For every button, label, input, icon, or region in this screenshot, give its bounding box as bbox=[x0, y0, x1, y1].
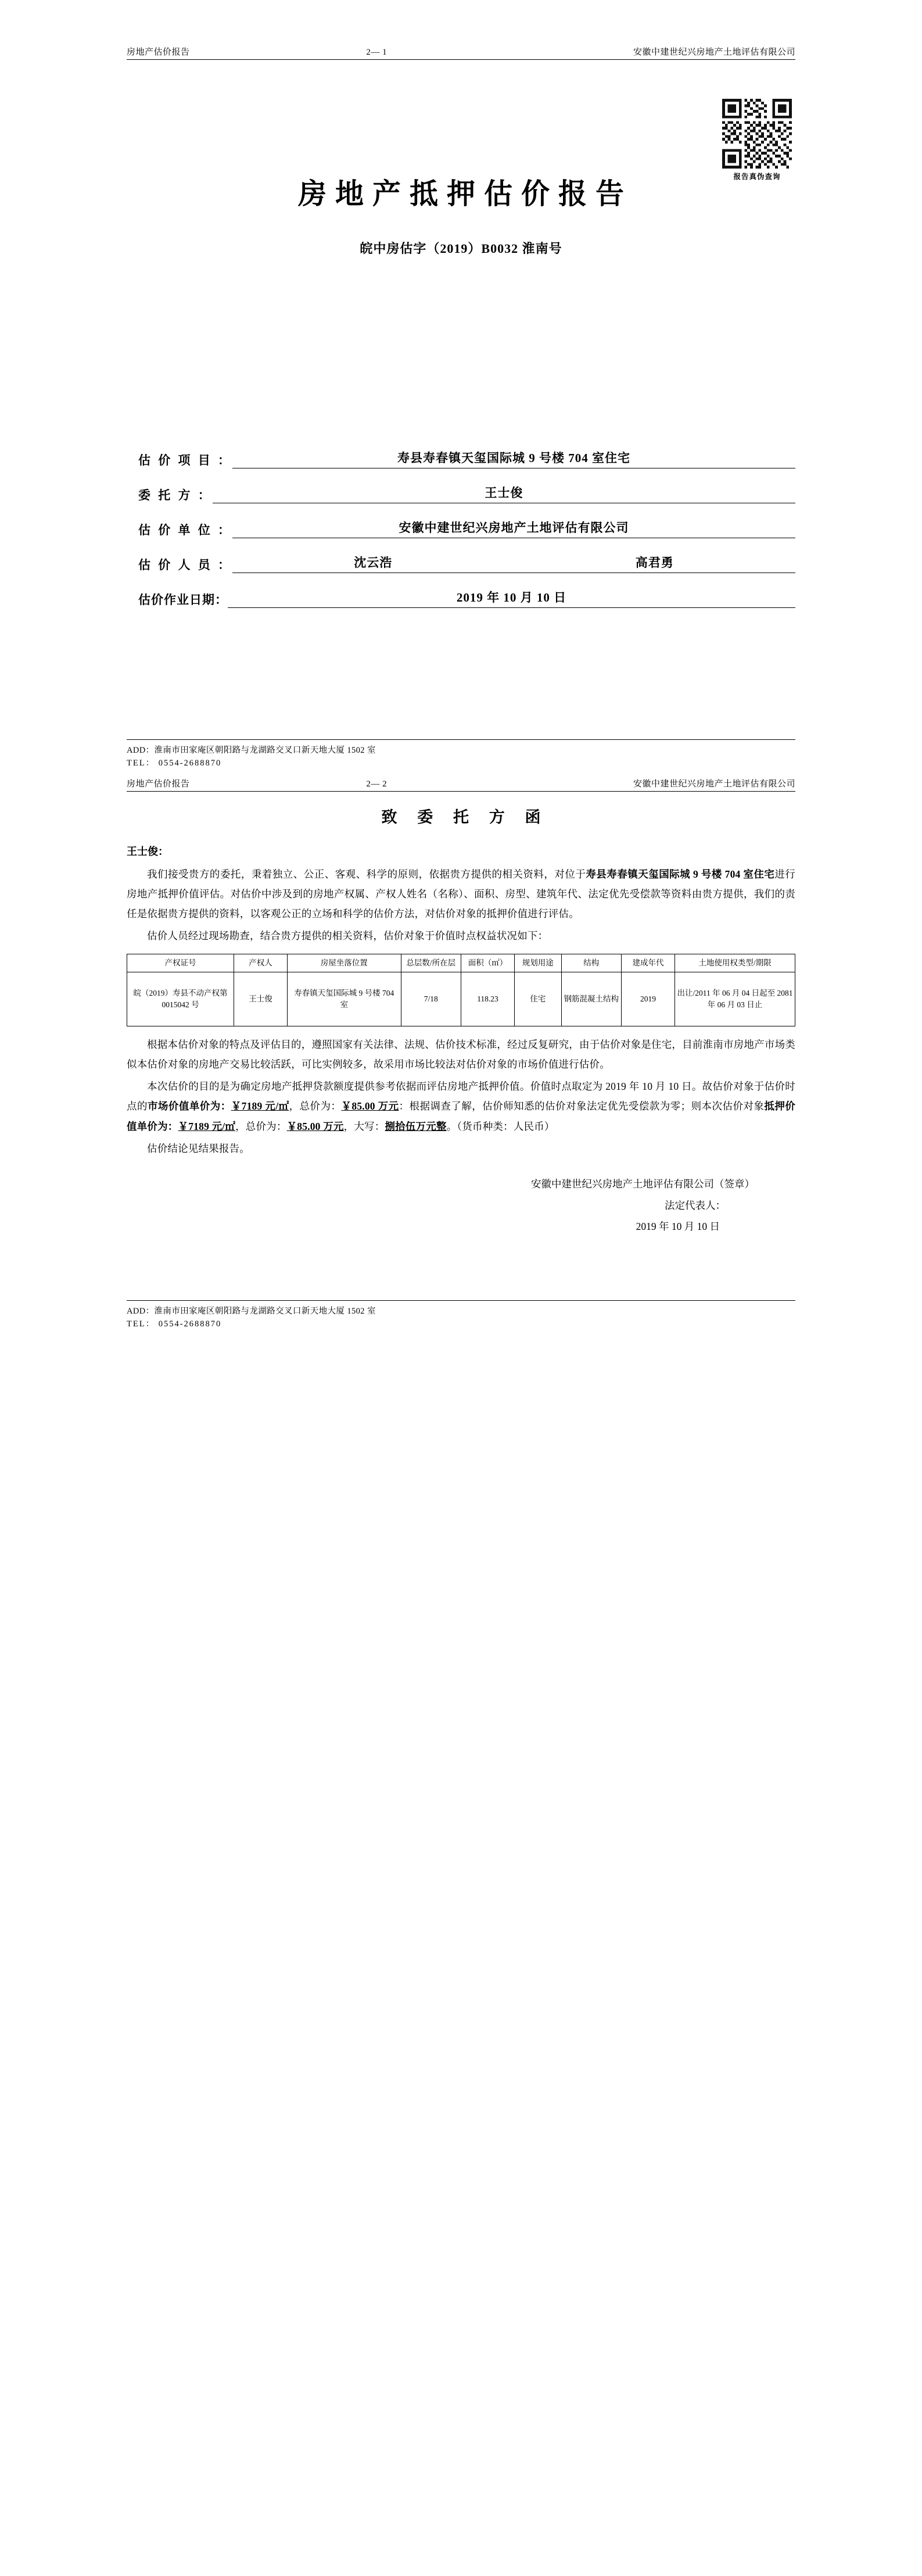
paragraph-5: 估价结论见结果报告。 bbox=[147, 1142, 250, 1154]
page-1-sheet bbox=[0, 45, 922, 770]
para4-part-i: ，大写： bbox=[343, 1120, 385, 1132]
th-year-built: 建成年代 bbox=[622, 954, 675, 972]
field-row-appraisal-firm bbox=[138, 518, 795, 538]
property-table bbox=[127, 954, 795, 1026]
para4-part-j: 。（货币种类：人民币） bbox=[446, 1120, 555, 1132]
cover-fields bbox=[127, 449, 795, 608]
field-label-appraisers: 估 价 人 员 ： bbox=[138, 558, 232, 572]
paragraph-1 bbox=[127, 864, 795, 924]
cell-structure: 钢筋混凝土结构 bbox=[561, 972, 622, 1026]
qr-caption: 报告真伪查询 bbox=[733, 173, 781, 181]
cell-floors: 7/18 bbox=[401, 972, 461, 1026]
cell-certificate-no: 皖（2019）寿县不动产权第 0015042 号 bbox=[127, 972, 234, 1026]
cell-owner: 王士俊 bbox=[234, 972, 288, 1026]
field-label-appraisal-firm: 估 价 单 位 ： bbox=[138, 523, 232, 537]
field-label-valuation-date: 估价作业日期： bbox=[138, 593, 228, 607]
qr-verification-block[interactable] bbox=[719, 99, 795, 181]
cell-land-use-type: 出让/2011 年 06 月 04 日起至 2081 年 06 月 03 日止 bbox=[675, 972, 795, 1026]
field-row-project bbox=[138, 449, 795, 468]
para4-part-e: ：根据调查了解，估价师知悉的估价对象法定优先受偿款为零；则本次估价对象 bbox=[399, 1100, 765, 1112]
para1-part-c: 进行房地产抵押价值评估。对估价中涉及到的房地产权属、产权人姓名（名称）、面积、房型、建筑年代、法定优先受偿款等资料由贵方提供，我们的责任是依据贵方提供的资料，以客观公正的立场和科学的估价方法，对估价对象的抵押价值进行评估。 bbox=[127, 868, 795, 920]
field-label-client: 委 托 方 ： bbox=[138, 488, 213, 502]
th-owner: 产权人 bbox=[234, 954, 288, 972]
property-table-body bbox=[127, 972, 795, 1026]
para4-market-value-label: 市场价值 bbox=[147, 1100, 189, 1112]
page-2 bbox=[0, 777, 922, 1331]
running-header-left: 房地产估价报告 bbox=[127, 48, 190, 57]
field-row-valuation-date bbox=[138, 588, 795, 608]
mortgage-unit-price: ￥7189 元/㎡ bbox=[178, 1120, 236, 1132]
cell-area: 118.23 bbox=[461, 972, 515, 1026]
footer-address-page-1: ADD：淮南市田家庵区朝阳路与龙湖路交叉口新天地大厦 1502 室 bbox=[127, 746, 376, 755]
th-land-use-type: 土地使用权类型/期限 bbox=[675, 954, 795, 972]
document-number: 皖中房估字（2019）B0032 淮南号 bbox=[360, 241, 562, 256]
field-label-project: 估 价 项 目 ： bbox=[138, 453, 232, 467]
paragraph-3: 根据本估价对象的特点及评估目的，遵照国家有关法律、法规、估价技术标准，经过反复研究，由于估价对象是住宅，目前淮南市房地产市场类似本估价对象的房地产交易比较活跃，可比实例较多，故采用市场比较法对估价对象的市场价值进行估价。 bbox=[127, 1039, 795, 1071]
running-header-page-number: 2— 1 bbox=[366, 48, 388, 57]
market-total-price: ￥85.00 万元 bbox=[341, 1100, 399, 1112]
letter-title: 致 委 托 方 函 bbox=[381, 808, 549, 826]
th-certificate-no: 产权证号 bbox=[127, 954, 234, 972]
salutation: 王士俊： bbox=[127, 845, 168, 857]
signature-company: 安徽中建世纪兴房地产土地评估有限公司（签章） bbox=[531, 1178, 755, 1190]
cell-use: 住宅 bbox=[515, 972, 562, 1026]
th-floors: 总层数/所在层 bbox=[401, 954, 461, 972]
table-row bbox=[127, 972, 795, 1026]
para1-part-a: 我们接受贵方的委托，秉着独立、公正、客观、科学的原则，依据贵方提供的相关资料，对位于 bbox=[147, 868, 586, 880]
th-area: 面积（㎡） bbox=[461, 954, 515, 972]
para4-mortgage-value-label: 抵押价值 bbox=[127, 1100, 795, 1132]
cell-location: 寿春镇天玺国际城 9 号楼 704 室 bbox=[288, 972, 401, 1026]
amount-in-words: 捌拾伍万元整 bbox=[385, 1120, 447, 1132]
running-header-page-1 bbox=[127, 45, 795, 60]
page-1 bbox=[0, 45, 922, 770]
qr-code-icon[interactable] bbox=[722, 99, 792, 169]
footer-page-1 bbox=[127, 739, 795, 770]
paragraph-4 bbox=[127, 1076, 795, 1136]
para4-part-c: 单价为： bbox=[189, 1100, 231, 1112]
th-location: 房屋坐落位置 bbox=[288, 954, 401, 972]
running-header-page-2 bbox=[127, 777, 795, 792]
footer-tel-page-1: TEL： 0554-2688870 bbox=[127, 759, 222, 768]
mortgage-total-price: ￥85.00 万元 bbox=[286, 1120, 344, 1132]
field-row-client bbox=[138, 484, 795, 503]
property-table-head bbox=[127, 954, 795, 972]
market-unit-price: ￥7189 元/㎡ bbox=[231, 1100, 289, 1112]
para4-part-h: ，总价为： bbox=[235, 1120, 287, 1132]
th-structure: 结构 bbox=[561, 954, 622, 972]
para4-part-g: 单价为： bbox=[137, 1120, 178, 1132]
para1-property-bold: 寿县寿春镇天玺国际城 9 号楼 704 室住宅 bbox=[586, 868, 775, 880]
appraiser-name-1: 沈云浩 bbox=[354, 556, 393, 570]
running-header-right-page-2: 安徽中建世纪兴房地产土地评估有限公司 bbox=[633, 779, 795, 789]
running-header-left-page-2: 房地产估价报告 bbox=[127, 779, 190, 789]
table-header-row bbox=[127, 954, 795, 972]
page-title: 房地产抵押估价报告 bbox=[297, 178, 633, 210]
paragraph-2: 估价人员经过现场勘查，结合贵方提供的相关资料，估价对象于价值时点权益状况如下： bbox=[147, 930, 548, 942]
footer-page-2 bbox=[127, 1300, 795, 1331]
footer-address-page-2: ADD：淮南市田家庵区朝阳路与龙湖路交叉口新天地大厦 1502 室 bbox=[127, 1307, 376, 1316]
running-header-page-number-page-2: 2— 2 bbox=[366, 779, 388, 789]
appraiser-name-2: 高君勇 bbox=[635, 556, 674, 570]
field-value-valuation-date: 2019 年 10 月 10 日 bbox=[228, 588, 795, 608]
th-use: 规划用途 bbox=[515, 954, 562, 972]
signature-date: 2019 年 10 月 10 日 bbox=[636, 1221, 720, 1233]
page-2-sheet bbox=[0, 777, 922, 1331]
page-1-top-spacer bbox=[127, 60, 795, 147]
field-value-client: 王士俊 bbox=[213, 484, 795, 503]
field-value-project: 寿县寿春镇天玺国际城 9 号楼 704 室住宅 bbox=[232, 449, 795, 468]
field-row-appraisers bbox=[138, 553, 795, 573]
running-header-right: 安徽中建世纪兴房地产土地评估有限公司 bbox=[633, 48, 795, 57]
page-1-bottom-spacer bbox=[127, 623, 795, 739]
para4-part-a: 本次估价的目的是为确定房地产抵押贷款额度提供参考依据而评估房地产抵押价值。价值时点取定为 2019 年 10 月 10 日。故估价对象于估价时点的 bbox=[127, 1081, 795, 1112]
footer-tel-page-2: TEL： 0554-2688870 bbox=[127, 1319, 222, 1329]
page-2-bottom-spacer bbox=[127, 1237, 795, 1300]
field-value-appraisers bbox=[232, 553, 795, 573]
signature-block bbox=[127, 1173, 795, 1237]
cell-year-built: 2019 bbox=[622, 972, 675, 1026]
field-value-appraisal-firm: 安徽中建世纪兴房地产土地评估有限公司 bbox=[232, 518, 795, 538]
para4-part-d: ，总价为： bbox=[289, 1100, 342, 1112]
signature-legal-representative: 法定代表人： bbox=[665, 1199, 726, 1211]
